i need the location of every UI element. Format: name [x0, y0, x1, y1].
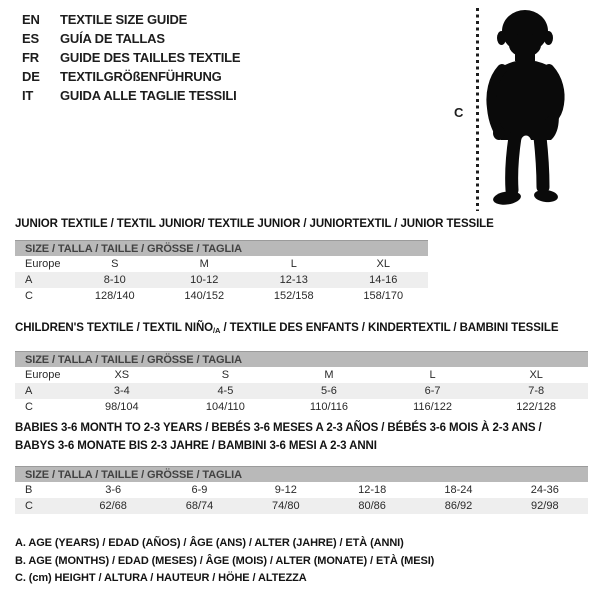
language-row-it [22, 86, 240, 105]
language-code: ES [22, 31, 39, 46]
size-section-babies [15, 420, 588, 514]
section-title-text: /A [213, 326, 221, 335]
table-row-c [15, 399, 588, 415]
section-title-line [15, 217, 494, 231]
table-cell: 10-12 [190, 274, 219, 286]
language-row-es [22, 29, 240, 48]
legend-line: B. AGE (MONTHS) / EDAD (MESES) / ÂGE (MOIS) / ALTER (MONATE) / ETÀ (MESI) [15, 554, 435, 567]
table-cell: L [429, 369, 436, 381]
section-title-babies [15, 420, 588, 455]
language-row-de [22, 67, 240, 86]
table-cell: 14-16 [369, 274, 398, 286]
table-cell: 3-6 [105, 484, 122, 496]
row-label: C [25, 500, 33, 512]
size-table-babies [15, 466, 588, 514]
table-row-b [15, 482, 588, 498]
section-title-line [15, 321, 588, 338]
language-code: IT [22, 88, 34, 103]
table-row-europe [15, 367, 588, 383]
table-cell: 9-12 [274, 484, 297, 496]
measure-legend [15, 535, 434, 588]
row-label: C [25, 290, 33, 302]
size-section-children [15, 321, 588, 415]
table-row-europe [15, 256, 428, 272]
language-title: GUÍA DE TALLAS [60, 31, 165, 46]
section-title-line [15, 438, 588, 456]
table-size-header: SIZE / TALLA / TAILLE / GRÖSSE / TAGLIA [15, 351, 588, 367]
language-code: DE [22, 69, 40, 84]
table-cell: 80/86 [358, 500, 386, 512]
table-size-header: SIZE / TALLA / TAILLE / GRÖSSE / TAGLIA [15, 466, 588, 482]
table-cell: 12-13 [279, 274, 308, 286]
section-title-junior [15, 217, 494, 231]
row-label: Europe [25, 369, 61, 381]
size-table-children [15, 351, 588, 415]
table-cell: 6-7 [424, 385, 441, 397]
row-label: A [25, 385, 33, 397]
row-label: B [25, 484, 33, 496]
table-cell: 18-24 [444, 484, 473, 496]
table-cell: 5-6 [321, 385, 337, 397]
table-cell: 12-18 [358, 484, 387, 496]
row-label: C [25, 401, 33, 413]
table-cell: 110/116 [309, 401, 349, 413]
section-title-text: BABYS 3-6 MONATE BIS 2-3 JAHRE / BAMBINI 3-6 MESI A 2-3 ANNI [15, 439, 377, 452]
section-title-children [15, 321, 588, 338]
size-section-junior [15, 217, 494, 304]
table-cell: L [290, 258, 297, 270]
table-cell: 3-4 [113, 385, 130, 397]
legend-line: A. AGE (YEARS) / EDAD (AÑOS) / ÂGE (ANS) / ALTER (JAHRE) / ETÀ (ANNI) [15, 537, 404, 549]
table-cell: 74/80 [272, 500, 300, 512]
table-cell: 122/128 [516, 401, 557, 413]
language-title: GUIDA ALLE TAGLIE TESSILI [60, 88, 237, 103]
legend-line: C. (cm) HEIGHT / ALTURA / HAUTEUR / HÖHE / ALTEZZA [15, 572, 307, 584]
language-code: EN [22, 12, 40, 27]
table-cell: 7-8 [528, 385, 545, 397]
table-cell: XS [114, 369, 130, 381]
row-label: A [25, 274, 33, 286]
language-row-en [22, 10, 240, 29]
table-cell: M [199, 258, 209, 270]
table-cell: 140/152 [184, 290, 225, 302]
table-row-c [15, 498, 588, 514]
table-cell: S [221, 369, 230, 381]
height-dashed-line [476, 8, 479, 211]
table-cell: 6-9 [191, 484, 208, 496]
table-cell: 116/122 [413, 401, 453, 413]
size-table-junior [15, 240, 428, 304]
table-cell: 92/98 [531, 500, 559, 512]
section-title-text: JUNIOR TEXTILE / TEXTIL JUNIOR/ TEXTILE JUNIOR / JUNIORTEXTIL / JUNIOR TESSILE [15, 218, 494, 230]
table-cell: XL [376, 258, 390, 270]
table-row-c [15, 288, 428, 304]
height-measure-label: C [454, 105, 464, 120]
section-title-line [15, 420, 588, 438]
row-label: Europe [25, 258, 61, 270]
table-cell: 24-36 [530, 484, 559, 496]
table-cell: 68/74 [185, 500, 214, 512]
table-cell: 4-5 [217, 385, 234, 397]
baby-silhouette-icon [485, 9, 573, 209]
section-title-text: BABIES 3-6 MONTH TO 2-3 YEARS / BEBÉS 3-6 MESES A 2-3 AÑOS / BÉBÉS 3-6 MOIS À 2-3 ANS / [15, 422, 542, 434]
table-cell: 8-10 [103, 274, 126, 286]
table-cell: 98/104 [104, 401, 139, 413]
table-row-a [15, 272, 428, 288]
table-row-a [15, 383, 588, 399]
section-title-text: CHILDREN'S TEXTILE / TEXTIL NIÑO [15, 322, 214, 334]
language-row-fr [22, 48, 240, 67]
language-title: TEXTILE SIZE GUIDE [60, 12, 188, 27]
table-cell: 128/140 [94, 290, 135, 302]
table-cell: S [111, 258, 119, 270]
table-cell: 62/68 [99, 500, 127, 512]
table-cell: 86/92 [444, 500, 473, 512]
language-code: FR [22, 50, 39, 65]
section-title-text: / TEXTILE DES ENFANTS / KINDERTEXTIL / BAMBINI TESSILE [220, 322, 559, 334]
language-title: TEXTILGRÖßENFÜHRUNG [60, 69, 222, 84]
table-cell: 152/158 [273, 290, 314, 302]
height-figure [440, 0, 600, 220]
table-cell: 104/110 [205, 401, 245, 413]
language-list [22, 10, 240, 105]
table-size-header: SIZE / TALLA / TAILLE / GRÖSSE / TAGLIA [15, 240, 428, 256]
table-cell: M [324, 369, 334, 381]
table-cell: 158/170 [363, 290, 404, 302]
language-title: GUIDE DES TAILLES TEXTILE [60, 50, 241, 65]
table-cell: XL [529, 369, 543, 381]
